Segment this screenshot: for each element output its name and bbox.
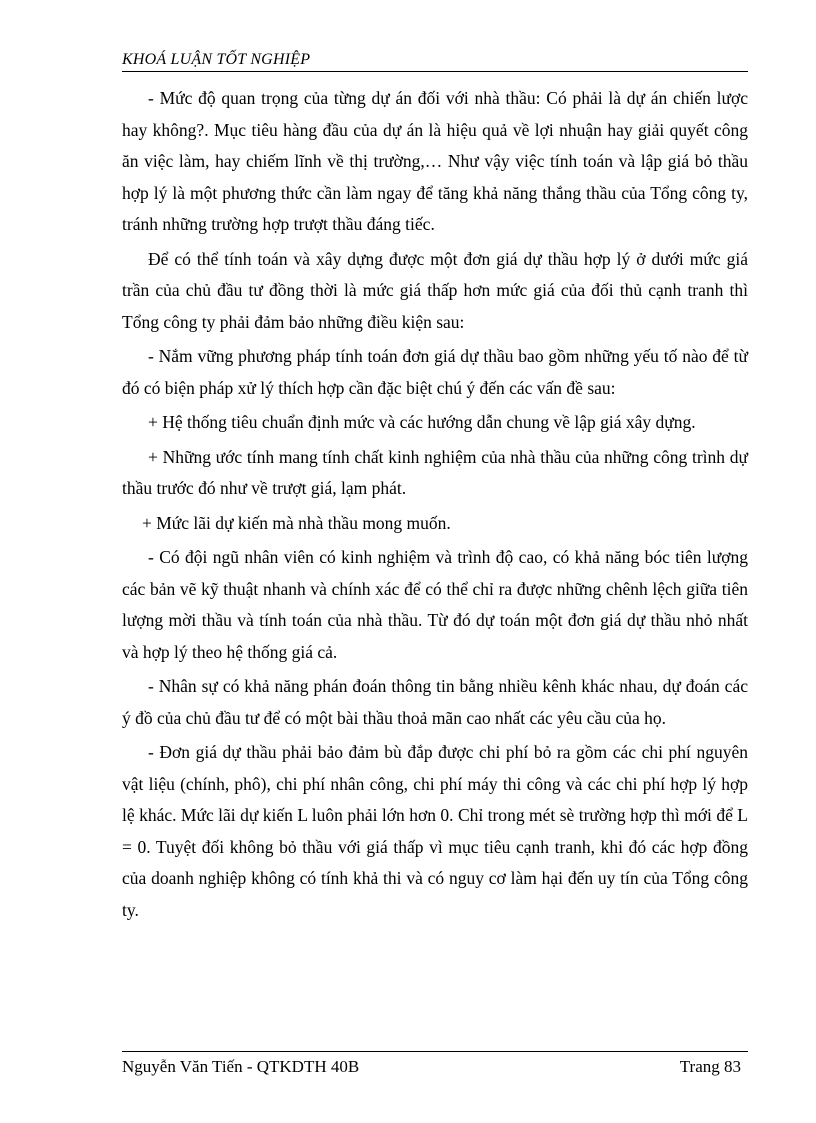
paragraph-norms-standards: + Hệ thống tiêu chuẩn định mức và các hướng dẫn chung về lập giá xây dựng. bbox=[148, 412, 696, 432]
paragraph-staff-expertise: - Có đội ngũ nhân viên có kinh nghiệm và trình độ cao, có khả năng bóc tiên lượng các bản vẽ kỹ thuật nhanh và chính xác để có thể chỉ ra được những chênh lệch giữa tiên lượng mời thầu và tính toán của nhà thầu. Từ đó dự toán một đơn giá dự thầu nhỏ nhất và hợp lý theo hệ thống giá cả. bbox=[122, 547, 748, 662]
paragraph-experience-estimates: + Những ước tính mang tính chất kinh nghiệm của nhà thầu của những công trình dự thầu trước đó như về trượt giá, lạm phát. bbox=[122, 446, 748, 498]
page-number: Trang 83 bbox=[679, 1057, 741, 1076]
paragraph-information-analysis: - Nhân sự có khả năng phán đoán thông tin bằng nhiều kênh khác nhau, dự đoán các ý đồ của chủ đầu tư để có một bài thầu thoả mãn cao nhất các yêu cầu của họ. bbox=[122, 676, 748, 728]
paragraph-project-importance: - Mức độ quan trọng của từng dự án đối với nhà thầu: Có phải là dự án chiến lược hay không?. Mục tiêu hàng đầu của dự án là hiệu quả về lợi nhuận hay giải quyết công ăn việc làm, hay chiếm lĩnh về thị trường,… Như vậy việc tính toán và lập giá bỏ thầu hợp lý là một phương thức cần làm ngay để tăng khả năng thắng thầu của Tổng công ty, tránh những trường hợp trượt thầu đáng tiếc. bbox=[122, 88, 748, 234]
page-body bbox=[122, 83, 748, 929]
paragraph-pricing-method: - Nắm vững phương pháp tính toán đơn giá dự thầu bao gồm những yếu tố nào để từ đó có biện pháp xử lý thích hợp cần đặc biệt chú ý đến các vấn đề sau: bbox=[122, 346, 748, 398]
page-header bbox=[122, 50, 748, 70]
paragraph-cost-coverage: - Đơn giá dự thầu phải bảo đảm bù đắp được chi phí bỏ ra gồm các chi phí nguyên vật liệu (chính, phô), chi phí nhân công, chi phí máy thi công và các chi phí hợp lý hợp lệ khác. Mức lãi dự kiến L luôn phải lớn hơn 0. Chỉ trong mét sè trường hợp thì mới để L = 0. Tuyệt đối không bỏ thầu với giá thấp vì mục tiêu cạnh tranh, khi đó các hợp đồng của doanh nghiệp không có tính khả thi và có nguy cơ làm hại đến uy tín của Tổng công ty. bbox=[122, 742, 748, 920]
paragraph-conditions-intro: Để có thể tính toán và xây dựng được một đơn giá dự thầu hợp lý ở dưới mức giá trần của chủ đầu tư đồng thời là mức giá thấp hơn mức giá của đối thủ cạnh tranh thì Tổng công ty phải đảm bảo những điều kiện sau: bbox=[122, 248, 748, 332]
footer-divider bbox=[122, 1051, 748, 1052]
footer-author: Nguyễn Văn Tiến - QTKDTH 40B bbox=[122, 1057, 360, 1076]
header-title: KHOÁ LUẬN TỐT NGHIỆP bbox=[122, 51, 311, 68]
header-divider bbox=[122, 71, 748, 72]
paragraph-expected-profit: + Mức lãi dự kiến mà nhà thầu mong muốn. bbox=[142, 512, 451, 533]
